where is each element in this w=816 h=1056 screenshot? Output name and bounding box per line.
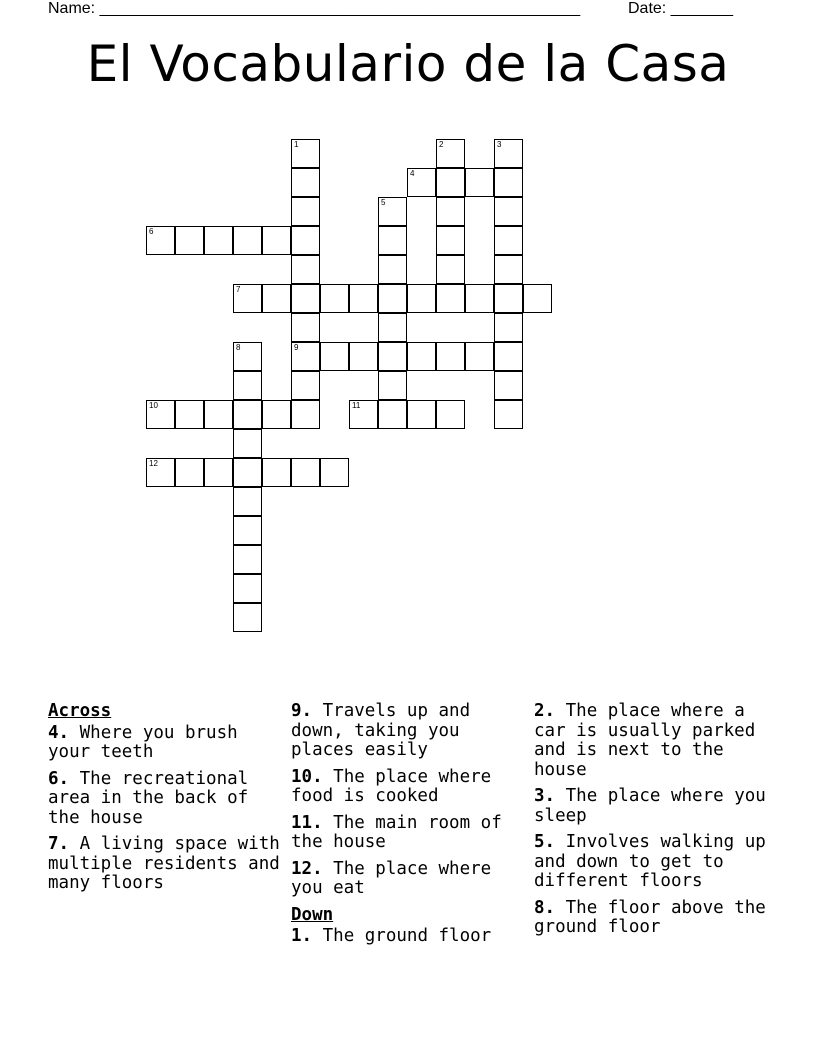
clue-item	[48, 770, 280, 829]
cell-number: 9	[294, 343, 299, 352]
clue-text: The ground floor	[322, 926, 492, 946]
grid-cell[interactable]	[175, 400, 204, 429]
clue-text: The place where a car is usually parked and is next to the house	[534, 701, 756, 780]
grid-cell[interactable]	[233, 342, 262, 371]
cell-number: 2	[439, 140, 444, 149]
grid-cell[interactable]	[291, 284, 320, 313]
clue-item	[534, 787, 766, 826]
clue-text: The main room of the house	[291, 812, 502, 852]
grid-cell[interactable]	[436, 226, 465, 255]
grid-cell[interactable]	[291, 255, 320, 284]
grid-cell[interactable]	[233, 458, 262, 487]
grid-cell[interactable]	[320, 284, 349, 313]
grid-cell[interactable]	[494, 139, 523, 168]
clue-number: 3.	[534, 786, 556, 806]
grid-cell[interactable]	[146, 458, 175, 487]
grid-cell[interactable]	[233, 545, 262, 574]
grid-cell[interactable]	[175, 458, 204, 487]
grid-cell[interactable]	[494, 313, 523, 342]
clue-text: Where you brush your teeth	[48, 722, 238, 762]
grid-cell[interactable]	[494, 255, 523, 284]
grid-cell[interactable]	[262, 284, 291, 313]
clue-item	[291, 702, 523, 761]
grid-cell[interactable]	[494, 371, 523, 400]
grid-cell[interactable]	[291, 139, 320, 168]
clue-text: The place where food is cooked	[291, 766, 492, 806]
grid-cell[interactable]	[349, 400, 378, 429]
grid-cell[interactable]	[262, 400, 291, 429]
cell-number: 11	[352, 401, 361, 410]
grid-cell[interactable]	[494, 226, 523, 255]
clue-number: 8.	[534, 897, 556, 918]
grid-cell[interactable]	[378, 342, 407, 371]
clue-number: 1.	[291, 926, 313, 946]
grid-cell[interactable]	[378, 371, 407, 400]
clue-number: 2.	[534, 701, 556, 721]
page-title: El Vocabulario de la Casa	[86, 35, 730, 93]
grid-cell[interactable]	[291, 226, 320, 255]
grid-cell[interactable]	[291, 371, 320, 400]
grid-cell[interactable]	[204, 458, 233, 487]
grid-cell[interactable]	[407, 342, 436, 371]
across-heading: Across	[48, 701, 112, 721]
clue-item	[534, 702, 766, 780]
clues-column-2	[291, 702, 523, 954]
clue-item	[48, 724, 280, 763]
name-field-label: Name: ______________________________________________________	[48, 0, 581, 17]
clue-number: 4.	[48, 722, 70, 743]
grid-cell[interactable]	[465, 168, 494, 197]
clue-number: 6.	[48, 768, 70, 789]
clue-item	[291, 860, 523, 899]
grid-cell[interactable]	[465, 342, 494, 371]
clues-column-3	[534, 702, 766, 945]
clue-item	[48, 835, 280, 894]
grid-cell[interactable]	[378, 226, 407, 255]
grid-cell[interactable]	[494, 284, 523, 313]
grid-cell[interactable]	[204, 226, 233, 255]
down-heading: Down	[291, 904, 334, 925]
clue-text: The place where you sleep	[534, 786, 766, 826]
grid-cell[interactable]	[436, 284, 465, 313]
clue-item	[291, 927, 523, 947]
cell-number: 5	[381, 198, 386, 207]
clue-text: The recreational area in the back of the house	[48, 768, 249, 828]
grid-cell[interactable]	[204, 400, 233, 429]
cell-number: 12	[149, 459, 158, 468]
grid-cell[interactable]	[465, 284, 494, 313]
grid-cell[interactable]	[378, 284, 407, 313]
clue-text: Involves walking up and down to get to different floors	[534, 832, 766, 891]
grid-cell[interactable]	[494, 400, 523, 429]
grid-cell[interactable]	[436, 168, 465, 197]
grid-cell[interactable]	[146, 400, 175, 429]
cell-number: 6	[149, 227, 154, 236]
cell-number: 4	[410, 169, 415, 178]
grid-cell[interactable]	[378, 313, 407, 342]
grid-cell[interactable]	[407, 400, 436, 429]
clue-number: 5.	[534, 832, 556, 852]
grid-cell[interactable]	[436, 139, 465, 168]
grid-cell[interactable]	[378, 255, 407, 284]
grid-cell[interactable]	[494, 197, 523, 226]
grid-cell[interactable]	[291, 400, 320, 429]
clue-item	[534, 899, 766, 938]
grid-cell[interactable]	[378, 197, 407, 226]
grid-cell[interactable]	[378, 400, 407, 429]
clue-text: The floor above the ground floor	[534, 897, 766, 937]
grid-cell[interactable]	[233, 284, 262, 313]
grid-cell[interactable]	[262, 226, 291, 255]
grid-cell[interactable]	[494, 168, 523, 197]
grid-cell[interactable]	[407, 168, 436, 197]
grid-cell[interactable]	[349, 284, 378, 313]
cell-number: 7	[236, 285, 241, 294]
grid-cell[interactable]	[233, 574, 262, 603]
grid-cell[interactable]	[233, 487, 262, 516]
grid-cell[interactable]	[291, 313, 320, 342]
grid-cell[interactable]	[233, 516, 262, 545]
grid-cell[interactable]	[291, 458, 320, 487]
clue-text: The place where you eat	[291, 858, 492, 898]
grid-cell[interactable]	[349, 342, 378, 371]
clue-number: 9.	[291, 701, 313, 721]
clue-number: 7.	[48, 834, 70, 854]
clue-number: 12.	[291, 858, 323, 879]
grid-cell[interactable]	[175, 226, 204, 255]
grid-cell[interactable]	[320, 342, 349, 371]
clues-column-1	[48, 702, 280, 901]
grid-cell[interactable]	[436, 255, 465, 284]
grid-cell[interactable]	[291, 197, 320, 226]
cell-number: 10	[149, 401, 158, 410]
grid-cell[interactable]	[233, 226, 262, 255]
grid-cell[interactable]	[494, 342, 523, 371]
cell-number: 8	[236, 343, 241, 352]
grid-cell[interactable]	[436, 400, 465, 429]
clue-number: 11.	[291, 812, 323, 833]
grid-cell[interactable]	[233, 400, 262, 429]
grid-cell[interactable]	[291, 168, 320, 197]
grid-cell[interactable]	[407, 284, 436, 313]
grid-cell[interactable]	[146, 226, 175, 255]
cell-number: 3	[497, 140, 502, 149]
clue-item	[534, 833, 766, 892]
date-field-label: Date: _______	[628, 0, 733, 17]
clue-number: 10.	[291, 766, 323, 787]
clue-text: A living space with multiple residents and many floors	[48, 834, 280, 893]
grid-cell[interactable]	[233, 371, 262, 400]
grid-cell[interactable]	[233, 429, 262, 458]
clue-text: Travels up and down, taking you places easily	[291, 701, 471, 760]
grid-cell[interactable]	[233, 603, 262, 632]
grid-cell[interactable]	[523, 284, 552, 313]
grid-cell[interactable]	[320, 458, 349, 487]
grid-cell[interactable]	[436, 342, 465, 371]
clue-item	[291, 814, 523, 853]
grid-cell[interactable]	[291, 342, 320, 371]
cell-number: 1	[294, 140, 299, 149]
grid-cell[interactable]	[262, 458, 291, 487]
grid-cell[interactable]	[436, 197, 465, 226]
clue-item	[291, 768, 523, 807]
